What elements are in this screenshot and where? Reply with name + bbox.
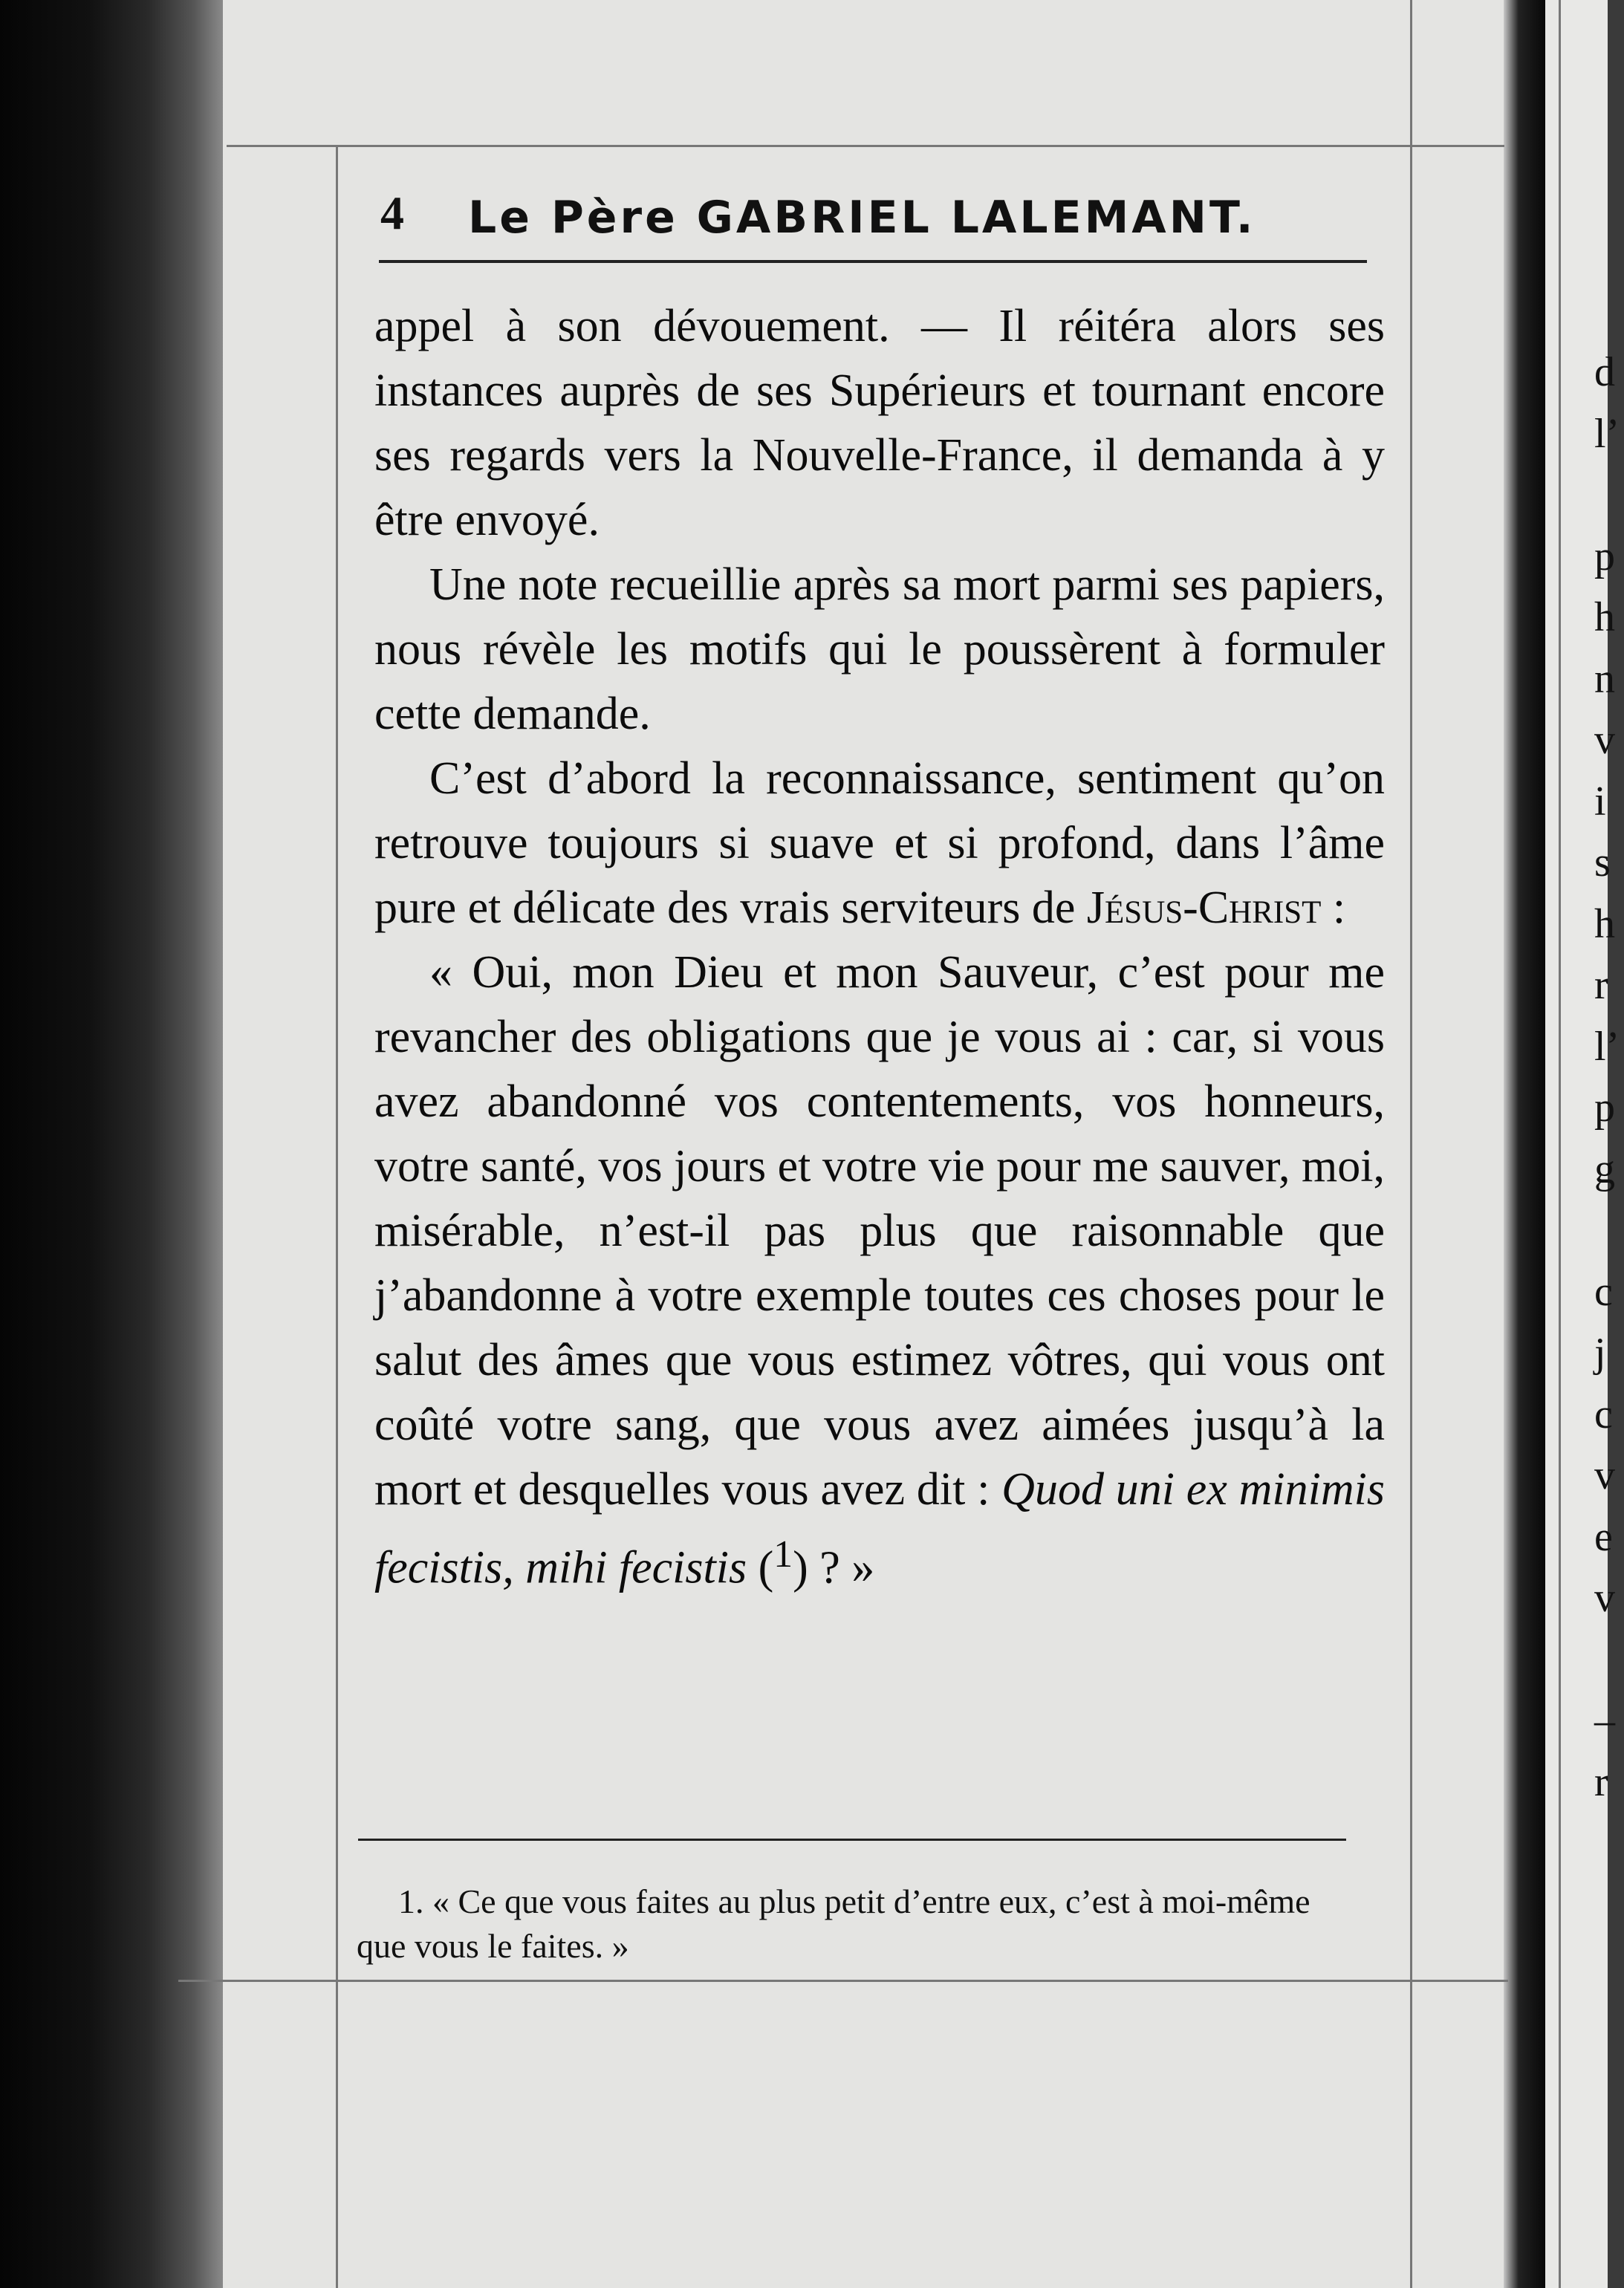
paragraph-3 [374, 747, 1385, 940]
quote-end: ? » [808, 1542, 875, 1593]
facing-page-sliver [1545, 0, 1620, 2288]
page-number: 4 [380, 186, 404, 239]
paragraph-2: Une note recueillie après sa mort parmi ses papiers, nous révèle les motifs qui le poussèrent à formuler cette demande. [374, 559, 1385, 739]
body-text [374, 294, 1385, 1601]
header-rule [379, 260, 1367, 263]
left-scan-edge [0, 0, 230, 2288]
footnote-rule [358, 1839, 1346, 1841]
frame-rule-bottom [178, 1980, 1508, 1982]
frame-rule-left [336, 145, 338, 2288]
footnote [357, 1879, 1349, 1969]
facing-page-text: d l’ p h n v i s h r l’ p g c j c v e v – r [1594, 349, 1620, 1805]
footnote-number: 1. [398, 1882, 424, 1920]
footnote-reference: 1 [773, 1533, 793, 1576]
footnote-text: « Ce que vous faites au plus petit d’entre eux, c’est à moi-même que vous le faites. » [357, 1882, 1310, 1965]
paragraph-3-text: C’est d’abord la reconnaissance, sentiment qu’on retrouve toujours si suave et si profond, dans l’âme pure et délicate des vrais serviteurs de [374, 753, 1385, 933]
facing-frame-rule [1559, 0, 1561, 2288]
paragraph-3-end: : [1321, 883, 1346, 933]
paragraph-1: appel à son dévouement. — Il réitéra alors ses instances auprès de ses Supérieurs et tournant encore ses regards vers la Nouvelle-France, il demanda à y être envoyé. [374, 301, 1385, 545]
paragraph-4-quote: « Oui, mon Dieu et mon Sauveur, c’est pour me revancher des obligations que je vous ai : car, si vous avez abandonné vos contentements, vos honneurs, votre santé, vos jours et votre vie pour me sauver, moi, misérable, n’est-il pas plus que raisonnable que j’abandonne à votre exemple toutes ces choses pour le salut des âmes que vous estimez vôtres, qui vous ont coûté votre sang, que vous avez aimées jusqu’à la mort et desquelles vous avez dit : Quod uni ex minimis fecistis, mihi fecistis ($^1$) ? » [374, 947, 1386, 1593]
quote-text: « Oui, mon Dieu et mon Sauveur, c’est pour me revancher des obligations que je vous ai : car, si vous avez abandonné vos contentements, vos honneurs, votre santé, vos jours et votre vie pour me sauver, moi, misérable, n’est-il pas plus que raisonnable que j’abandonne à votre exemple toutes ces choses pour le salut des âmes que vous estimez vôtres, qui vous ont coûté votre sang, que vous avez aimées jusqu’à la mort et desquelles vous avez dit : [374, 947, 1385, 1515]
running-head: Le Père GABRIEL LALEMANT. [468, 192, 1256, 244]
jesus-christ-small-caps: Jésus-Christ [1086, 883, 1322, 933]
frame-rule-right [1410, 0, 1412, 2288]
frame-rule-top [227, 145, 1504, 147]
latin-quotation: Quod uni ex minimis fecistis, mihi fecistis [374, 1464, 1386, 1593]
